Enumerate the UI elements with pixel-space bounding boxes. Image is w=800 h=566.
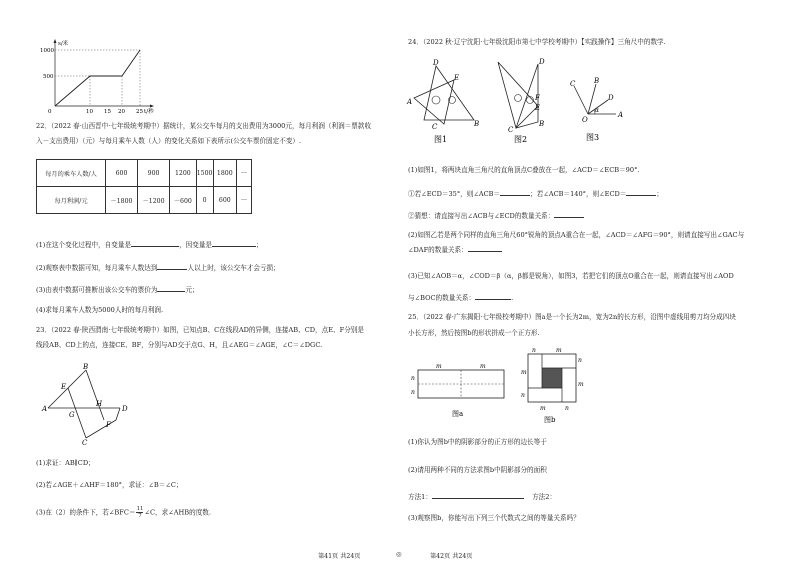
graph-y-axis-label: s/米 [58,41,69,47]
point-label: G [69,411,75,419]
graph-x-tick: 25 [136,109,143,115]
answer-blank[interactable] [432,491,524,499]
graph-x-tick: 0 [48,109,52,115]
dimension-label: n [565,405,569,412]
q24-part3-line1: (3)已知∠AOB＝α，∠COD＝β（α，β都是锐角），如图3，若把它们的顶点O重合在一起，则请直接写出∠AOD [408,272,734,280]
footer-center-mark: ◎ [396,551,402,558]
point-label: C [432,123,438,131]
q25-part3: (3)观察图b，你能写出下列三个代数式之间的等量关系吗？ [408,514,580,522]
footer-right-page-number: 第42页 共24页 [430,553,473,560]
q22-part2: (2)观察表中数据可知，每月乘车人数达到 人以上时，该公交车才会亏损； [36,264,280,272]
point-label: B [539,120,545,128]
q22-table [36,159,252,214]
table-cell: ··· [237,160,252,187]
graph-x-tick: 10 [86,109,93,115]
answer-blank[interactable] [131,239,179,247]
point-label: F [535,94,540,102]
answer-blank[interactable] [157,262,187,270]
q25-figure-a [408,360,508,420]
table-cell: 1500 [196,160,213,187]
dimension-label: n [578,357,582,364]
figure-caption: 图3 [586,133,600,142]
answer-blank[interactable] [475,292,511,300]
table-header-cell: 每月的乘车人数/人 [37,160,106,187]
point-label: F [106,421,111,429]
table-row [37,160,252,187]
q24-part3-line2: 与∠BOC的数量关系： . [408,294,514,302]
table-cell: －1200 [138,187,170,214]
q22-stem-line2: 入－支出费用）（元）与每月乘车人数（人）的变化关系如下表所示(公交车票价固定不变）. [36,137,302,145]
table-row [37,187,252,214]
q24-figure-2 [492,56,552,144]
point-label: O [582,116,588,124]
point-label: E [535,104,541,112]
q25-figure-b [518,344,590,426]
point-label: B [83,363,89,371]
table-cell: 900 [138,160,170,187]
answer-blank[interactable] [157,284,185,292]
point-label: D [608,94,614,102]
point-label: D [433,59,439,67]
dimension-label: m [578,381,584,388]
distance-time-graph [30,38,160,114]
table-cell: －1800 [106,187,138,214]
table-header-cell: 每月利润/元 [37,187,106,214]
graph-y-tick: 1000 [40,48,54,54]
q25-part1: (1)你认为图b中的阴影部分的正方形的边长等于 [408,438,547,446]
q24-figure-1 [406,56,486,144]
q25-methods: 方法1： 方法2： [408,493,557,501]
q24-part1-sub1: ①若∠ECD＝35°，则∠ACB＝ ；若∠ACB＝140°，则∠ECD＝ ； [408,190,663,198]
dimension-label: m [480,363,486,370]
q22-part3: (3)由表中数据可推断出该公交车的票价为 元； [36,286,199,294]
answer-blank[interactable] [500,188,530,196]
point-label: B [594,77,600,85]
point-label: A [407,98,413,106]
q25-stem-line1: 25．（2022 春·广东揭阳·七年级校考期中）图a是一个长为2m，宽为2n的长方形，沿图中虚线用剪刀均分成四块 [408,313,736,321]
point-label: C [508,126,514,134]
graph-y-tick: 500 [43,74,54,80]
figure-caption: 图a [452,410,464,418]
figure-caption: 图b [544,416,556,424]
point-label: H [96,400,103,408]
point-label: E [61,383,67,391]
figure-caption: 图1 [434,135,448,144]
point-label: A [42,405,48,413]
table-cell: 0 [196,187,213,214]
fraction-denominator: 7 [138,513,142,519]
point-label: D [539,58,545,66]
answer-blank[interactable] [626,188,656,196]
dimension-label: n [411,389,415,396]
dimension-label: n [521,392,525,399]
fraction-numerator: 11 [136,506,144,512]
dimension-label: n [532,347,536,354]
dimension-label: m [540,405,546,412]
q25-stem-line2: 小长方形，然后按图b的形状拼成一个正方形. [408,329,540,337]
figure-caption: 图2 [514,135,528,144]
answer-blank[interactable] [468,244,502,252]
q24-part1-sub2: ②猜想：请直接写出∠ACB与∠ECD的数量关系： [408,210,584,221]
q23-part1: (1)求证：AB∥CD； [36,459,95,467]
q23-part2: (2)若∠AGE＋∠AHF＝180°，求证：∠B＝∠C； [36,481,183,489]
q25-part2: (2)请用两种不同的方法求图b中阴影部分的面积 [408,466,547,474]
dimension-label: n [411,375,415,382]
table-cell: 600 [213,187,236,214]
shaded-square [542,368,562,388]
dimension-label: m [436,363,442,370]
q22-stem-line1: 22．（2022 春·山西晋中·七年级统考期中）据统计，某公交车每月的支出费用为3000元，每月利润（利润＝票款收 [36,122,372,130]
q23-geometry-figure [40,362,130,446]
q23-stem-line2: 线段AB、CD上的点，连接CE、BF，分别与AD交于点G、H，且∠AEG＝∠AGE，∠C＝∠DGC. [36,341,323,349]
point-label: D [122,405,128,413]
point-label: C [82,439,88,447]
q24-figure-3 [568,56,638,144]
dimension-label: m [556,347,562,354]
q22-part1: (1)在这个变化过程中，自变量是 ，因变量是 ； [36,241,263,249]
angle-label: α [595,107,600,114]
table-cell: 1200 [170,160,197,187]
q24-part2-line1: (2)如图乙若是两个同样的直角三角尺60°锐角的顶点A重合在一起，∠ACD＝∠AFG＝90°，则请直接写出∠GAC与 [408,231,745,239]
table-cell: 600 [106,160,138,187]
answer-blank[interactable] [554,210,584,218]
answer-blank[interactable] [212,239,256,247]
q23-stem-line1: 23．（2022 春·陕西渭南·七年级统考期中）如图，已知点B、C在线段AD的异侧，连接AB、CD，点E、F分别是 [36,326,364,334]
table-cell: 1800 [213,160,236,187]
q24-stem: 24．（2022 秋·辽宁沈阳·七年级沈阳市第七中学校考期中）【实践操作】三角尺中的数学. [408,38,666,46]
q24-part1: (1)如图1，将两块直角三角尺的直角顶点C叠放在一起，∠ACD＝∠ECB＝90°. [408,166,640,174]
point-label: E [454,74,460,82]
q23-part3: (3)在（2）的条件下，若∠BFC＝ $\frac{11}{7}$ ∠C，求∠AHB的度数. [36,506,211,519]
footer-left-page-number: 第41页 共24页 [318,553,361,560]
point-label: C [570,80,576,88]
point-label: A [618,111,624,119]
graph-x-axis-label: t/秒 [144,109,154,115]
q22-part4: (4)求每月乘车人数为5000人时的每月利润. [36,306,164,314]
table-cell: ··· [237,187,252,214]
right-page [400,0,800,566]
table-cell: －600 [170,187,197,214]
point-label: B [474,120,480,128]
q24-part2-line2: ∠DAF的数量关系： [408,244,502,255]
graph-x-tick: 20 [118,109,125,115]
dimension-label: m [521,369,527,376]
graph-x-tick: 15 [104,109,111,115]
